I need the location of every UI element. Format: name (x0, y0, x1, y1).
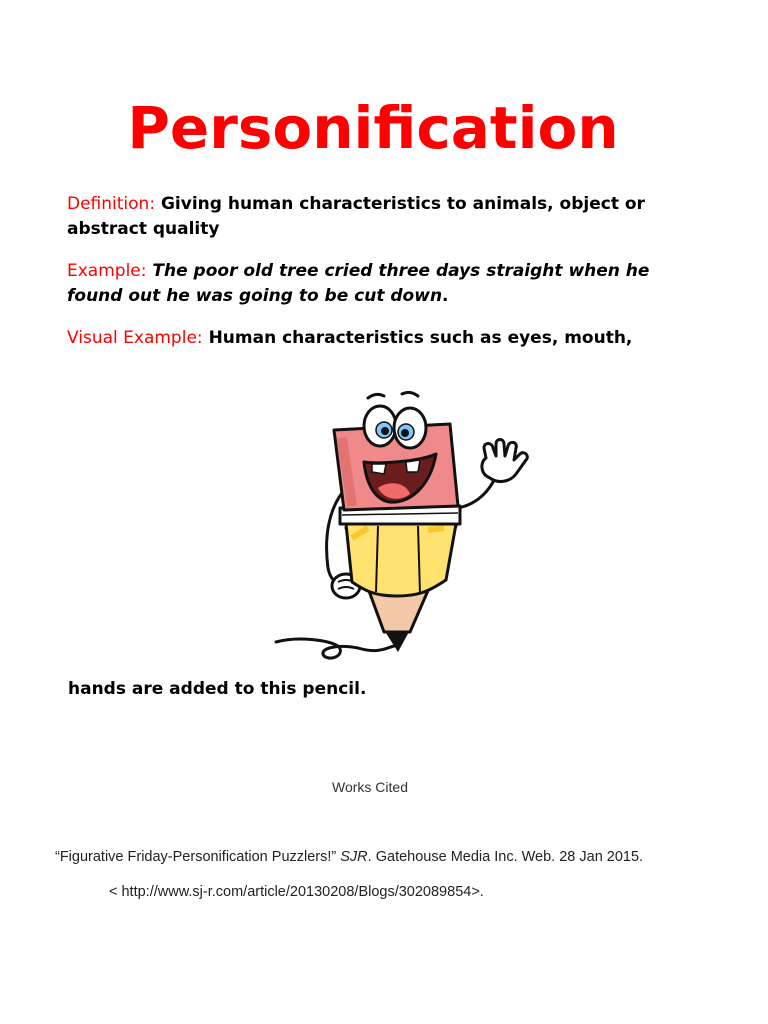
definition-text: Giving human characteristics to animals, object or abstract quality (67, 194, 645, 239)
definition-label: Definition: (67, 194, 156, 214)
cartoon-pencil-character-icon (268, 378, 548, 663)
citation-title: “Figurative Friday-Personification Puzzlers!” (55, 849, 337, 865)
visual-example-label: Visual Example: (67, 328, 203, 348)
visual-example-text: Human characteristics such as eyes, mouth, (208, 328, 633, 348)
citation-url: < http://www.sj-r.com/article/20130208/Blogs/302089854>. (109, 884, 484, 900)
example-paragraph (67, 259, 677, 309)
example-text: The poor old tree cried three days straight when he found out he was going to be cut down (67, 261, 650, 306)
example-end: . (442, 286, 449, 306)
definition-paragraph (67, 192, 677, 242)
visual-example-paragraph (67, 326, 677, 351)
citation-source: SJR (340, 849, 368, 865)
visual-example-continuation: hands are added to this pencil. (68, 679, 367, 699)
example-label: Example: (67, 261, 147, 281)
citation-rest: . Gatehouse Media Inc. Web. 28 Jan 2015. (367, 849, 644, 865)
citation (55, 846, 643, 868)
works-cited-heading: Works Cited (332, 779, 408, 795)
page-title: Personification (127, 94, 619, 162)
